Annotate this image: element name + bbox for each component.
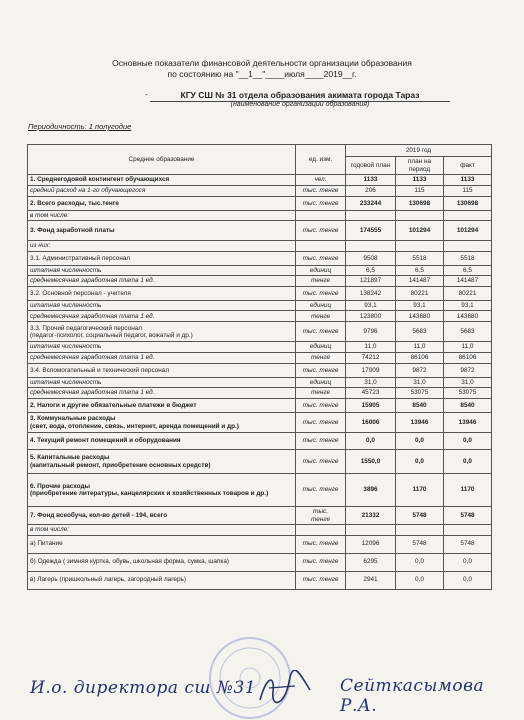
row-plan: 3896	[346, 474, 396, 507]
row-fact: 101294	[444, 221, 492, 241]
table-row	[28, 197, 492, 211]
row-period	[396, 525, 444, 535]
row-unit: тыс. тенге	[296, 507, 346, 525]
row-period: 31,0	[396, 377, 444, 387]
row-unit: тыс. тенге	[296, 399, 346, 413]
row-fact: 93,1	[444, 301, 492, 311]
row-unit: тыс. тенге	[296, 535, 346, 553]
row-name: 7. Фонд всеобуча, кол-во детей - 194, всего	[28, 507, 296, 525]
row-fact: 0,0	[444, 433, 492, 450]
row-unit: тыс. тенге	[296, 221, 346, 241]
table-row	[28, 388, 492, 399]
row-fact: 141487	[444, 276, 492, 287]
table-row	[28, 507, 492, 525]
row-plan: 12096	[346, 535, 396, 553]
row-name: 2. Налоги и другие обязательные платежи в бюджет	[28, 399, 296, 413]
row-name: в том числе:	[28, 211, 296, 221]
org-name: КГУ СШ № 31 отдела образования акимата города Тараз	[150, 90, 450, 102]
row-unit	[296, 211, 346, 221]
row-fact: 11,0	[444, 342, 492, 352]
row-plan: 6,5	[346, 265, 396, 275]
row-name: 6. Прочие расходы (приобретение литературы, канцелярских и хозяйственных товаров и др.)	[28, 474, 296, 507]
row-plan: 15905	[346, 399, 396, 413]
row-plan: 2941	[346, 571, 396, 589]
row-plan: 121897	[346, 276, 396, 287]
table-row	[28, 301, 492, 311]
col-year-header: 2019 год	[346, 145, 492, 157]
row-unit: тыс. тенге	[296, 251, 346, 265]
row-unit: тыс. тенге	[296, 413, 346, 433]
handwritten-signature	[255, 670, 315, 710]
report-title: Основные показатели финансовой деятельности организации образования	[112, 58, 412, 68]
org-dash: -	[145, 90, 148, 99]
table-row	[28, 535, 492, 553]
row-period: 5683	[396, 322, 444, 342]
row-name: а) Питание	[28, 535, 296, 553]
table-row	[28, 311, 492, 322]
row-unit: единиц	[296, 342, 346, 352]
row-unit: тыс. тенге	[296, 450, 346, 474]
table-row	[28, 450, 492, 474]
table-row	[28, 571, 492, 589]
row-unit: единиц	[296, 265, 346, 275]
row-name: среднемесячная заработная плата 1 ед.	[28, 276, 296, 287]
row-fact: 130698	[444, 197, 492, 211]
table-row	[28, 413, 492, 433]
row-name: штатная численность	[28, 342, 296, 352]
table-row	[28, 525, 492, 535]
col-period-header: план на период	[396, 157, 444, 175]
row-unit: тыс. тенге	[296, 197, 346, 211]
row-period	[396, 211, 444, 221]
row-fact: 0,0	[444, 553, 492, 571]
row-unit: тыс. тенге	[296, 186, 346, 197]
row-period: 80221	[396, 287, 444, 301]
row-fact: 1170	[444, 474, 492, 507]
row-fact: 6,5	[444, 265, 492, 275]
row-name: в том числе:	[28, 525, 296, 535]
row-period: 0,0	[396, 553, 444, 571]
row-name: штатная численность	[28, 301, 296, 311]
signatory-name: Сейткасымова Р.А.	[340, 676, 485, 716]
row-unit: единиц	[296, 377, 346, 387]
table-row	[28, 175, 492, 186]
row-period: 115	[396, 186, 444, 197]
row-name: 3.3. Прочий педагогический персонал (педагог-психолог, социальный педагог, вожатый и др.)	[28, 322, 296, 342]
row-plan: 16006	[346, 413, 396, 433]
row-unit	[296, 525, 346, 535]
row-unit: тыс. тенге	[296, 474, 346, 507]
row-unit: единиц	[296, 301, 346, 311]
col-plan-header: годовой план	[346, 157, 396, 175]
table-row	[28, 322, 492, 342]
row-name: 4. Текущий ремонт помещений и оборудования	[28, 433, 296, 450]
table-row	[28, 211, 492, 221]
row-plan: 1133	[346, 175, 396, 186]
row-plan: 31,0	[346, 377, 396, 387]
row-fact: 1133	[444, 175, 492, 186]
row-name: 3. Коммунальные расходы (свет, вода, отопление, связь, интернет, аренда помещений и др.)	[28, 413, 296, 433]
table-row	[28, 553, 492, 571]
row-fact: 86106	[444, 352, 492, 363]
signatory-title: И.о. директора сш №31	[30, 678, 257, 698]
row-period: 1170	[396, 474, 444, 507]
table-row	[28, 363, 492, 377]
row-period: 130698	[396, 197, 444, 211]
row-unit: тыс. тенге	[296, 553, 346, 571]
report-date: по состоянию на "__1__"____июля____2019__г.	[167, 69, 357, 79]
row-unit: тенге	[296, 311, 346, 322]
row-name: среднемесячная заработная плата 1 ед.	[28, 388, 296, 399]
row-period: 9872	[396, 363, 444, 377]
row-unit: тенге	[296, 276, 346, 287]
row-name: б) Одежда ( зимняя куртка, обувь, школьная форма, сумка, шапка)	[28, 553, 296, 571]
row-name: среднемесячная заработная плата 1 ед.	[28, 311, 296, 322]
table-row	[28, 186, 492, 197]
row-name: 3.2. Основной персонал - учителя	[28, 287, 296, 301]
row-fact: 0,0	[444, 571, 492, 589]
col-name-header: Среднее образование	[28, 145, 296, 175]
row-period: 101294	[396, 221, 444, 241]
row-name: 3.1. Административный персонал	[28, 251, 296, 265]
row-name: 1. Среднегодовой контингент обучающихся	[28, 175, 296, 186]
row-unit: чел.	[296, 175, 346, 186]
row-unit: тыс. тенге	[296, 571, 346, 589]
row-period: 86106	[396, 352, 444, 363]
row-period: 1133	[396, 175, 444, 186]
table-row	[28, 377, 492, 387]
row-period: 53075	[396, 388, 444, 399]
row-period: 93,1	[396, 301, 444, 311]
row-plan: 138242	[346, 287, 396, 301]
org-caption: (наименование организации образования)	[230, 101, 370, 108]
row-plan	[346, 211, 396, 221]
row-fact: 53075	[444, 388, 492, 399]
row-period: 5748	[396, 535, 444, 553]
periodicity: Периодичность: 1 полугодие	[28, 122, 132, 131]
row-period	[396, 241, 444, 251]
row-name: из них:	[28, 241, 296, 251]
row-fact: 0,0	[444, 450, 492, 474]
row-plan: 233244	[346, 197, 396, 211]
row-name: 3. Фонд заработной платы	[28, 221, 296, 241]
row-period: 141487	[396, 276, 444, 287]
row-period: 0,0	[396, 433, 444, 450]
row-name: средний расход на 1-го обучающегося	[28, 186, 296, 197]
row-plan: 17009	[346, 363, 396, 377]
row-name: штатная численность	[28, 265, 296, 275]
row-plan	[346, 525, 396, 535]
row-fact: 5748	[444, 507, 492, 525]
row-plan: 45723	[346, 388, 396, 399]
row-name: среднемесячная заработная плата 1 ед.	[28, 352, 296, 363]
table-row	[28, 265, 492, 275]
row-plan: 6295	[346, 553, 396, 571]
row-name: штатная численность	[28, 377, 296, 387]
row-plan: 93,1	[346, 301, 396, 311]
row-unit: тыс. тенге	[296, 287, 346, 301]
row-fact: 80221	[444, 287, 492, 301]
row-name: в) Лагерь (пришкольный лагерь, загородный лагерь)	[28, 571, 296, 589]
row-fact: 9872	[444, 363, 492, 377]
row-unit: тенге	[296, 352, 346, 363]
row-period: 13946	[396, 413, 444, 433]
row-unit: тенге	[296, 388, 346, 399]
row-period: 6,5	[396, 265, 444, 275]
row-plan: 174555	[346, 221, 396, 241]
row-plan: 1550,0	[346, 450, 396, 474]
row-fact: 8540	[444, 399, 492, 413]
table-row	[28, 399, 492, 413]
row-unit: тыс. тенге	[296, 363, 346, 377]
row-fact: 5518	[444, 251, 492, 265]
row-fact: 5683	[444, 322, 492, 342]
row-fact: 5748	[444, 535, 492, 553]
table-row	[28, 433, 492, 450]
row-unit	[296, 241, 346, 251]
table-row	[28, 474, 492, 507]
table-row	[28, 342, 492, 352]
row-period: 0,0	[396, 450, 444, 474]
row-plan: 123800	[346, 311, 396, 322]
row-period: 5518	[396, 251, 444, 265]
row-plan: 74212	[346, 352, 396, 363]
row-unit: тыс. тенге	[296, 433, 346, 450]
row-plan: 9508	[346, 251, 396, 265]
table-row	[28, 241, 492, 251]
col-unit-header: ед. изм.	[296, 145, 346, 175]
row-name: 5. Капитальные расходы (капитальный ремонт, приобретение основных средств)	[28, 450, 296, 474]
row-fact: 115	[444, 186, 492, 197]
row-period: 11,0	[396, 342, 444, 352]
table-row	[28, 276, 492, 287]
row-period: 5748	[396, 507, 444, 525]
row-period: 143680	[396, 311, 444, 322]
table-row	[28, 221, 492, 241]
table-row	[28, 251, 492, 265]
row-plan: 9796	[346, 322, 396, 342]
row-period: 8540	[396, 399, 444, 413]
table-row	[28, 287, 492, 301]
row-plan: 0,0	[346, 433, 396, 450]
row-fact	[444, 525, 492, 535]
row-plan: 206	[346, 186, 396, 197]
row-fact: 143680	[444, 311, 492, 322]
row-unit: тыс. тенге	[296, 322, 346, 342]
row-name: 3.4. Вспомогательный и технический персонал	[28, 363, 296, 377]
col-fact-header: факт	[444, 157, 492, 175]
table-row	[28, 352, 492, 363]
row-period: 0,0	[396, 571, 444, 589]
row-fact: 13946	[444, 413, 492, 433]
row-fact	[444, 241, 492, 251]
row-plan: 11,0	[346, 342, 396, 352]
row-plan: 21332	[346, 507, 396, 525]
row-fact	[444, 211, 492, 221]
row-name: 2. Всего расходы, тыс.тенге	[28, 197, 296, 211]
finance-table	[27, 144, 492, 590]
row-plan	[346, 241, 396, 251]
row-fact: 31,0	[444, 377, 492, 387]
